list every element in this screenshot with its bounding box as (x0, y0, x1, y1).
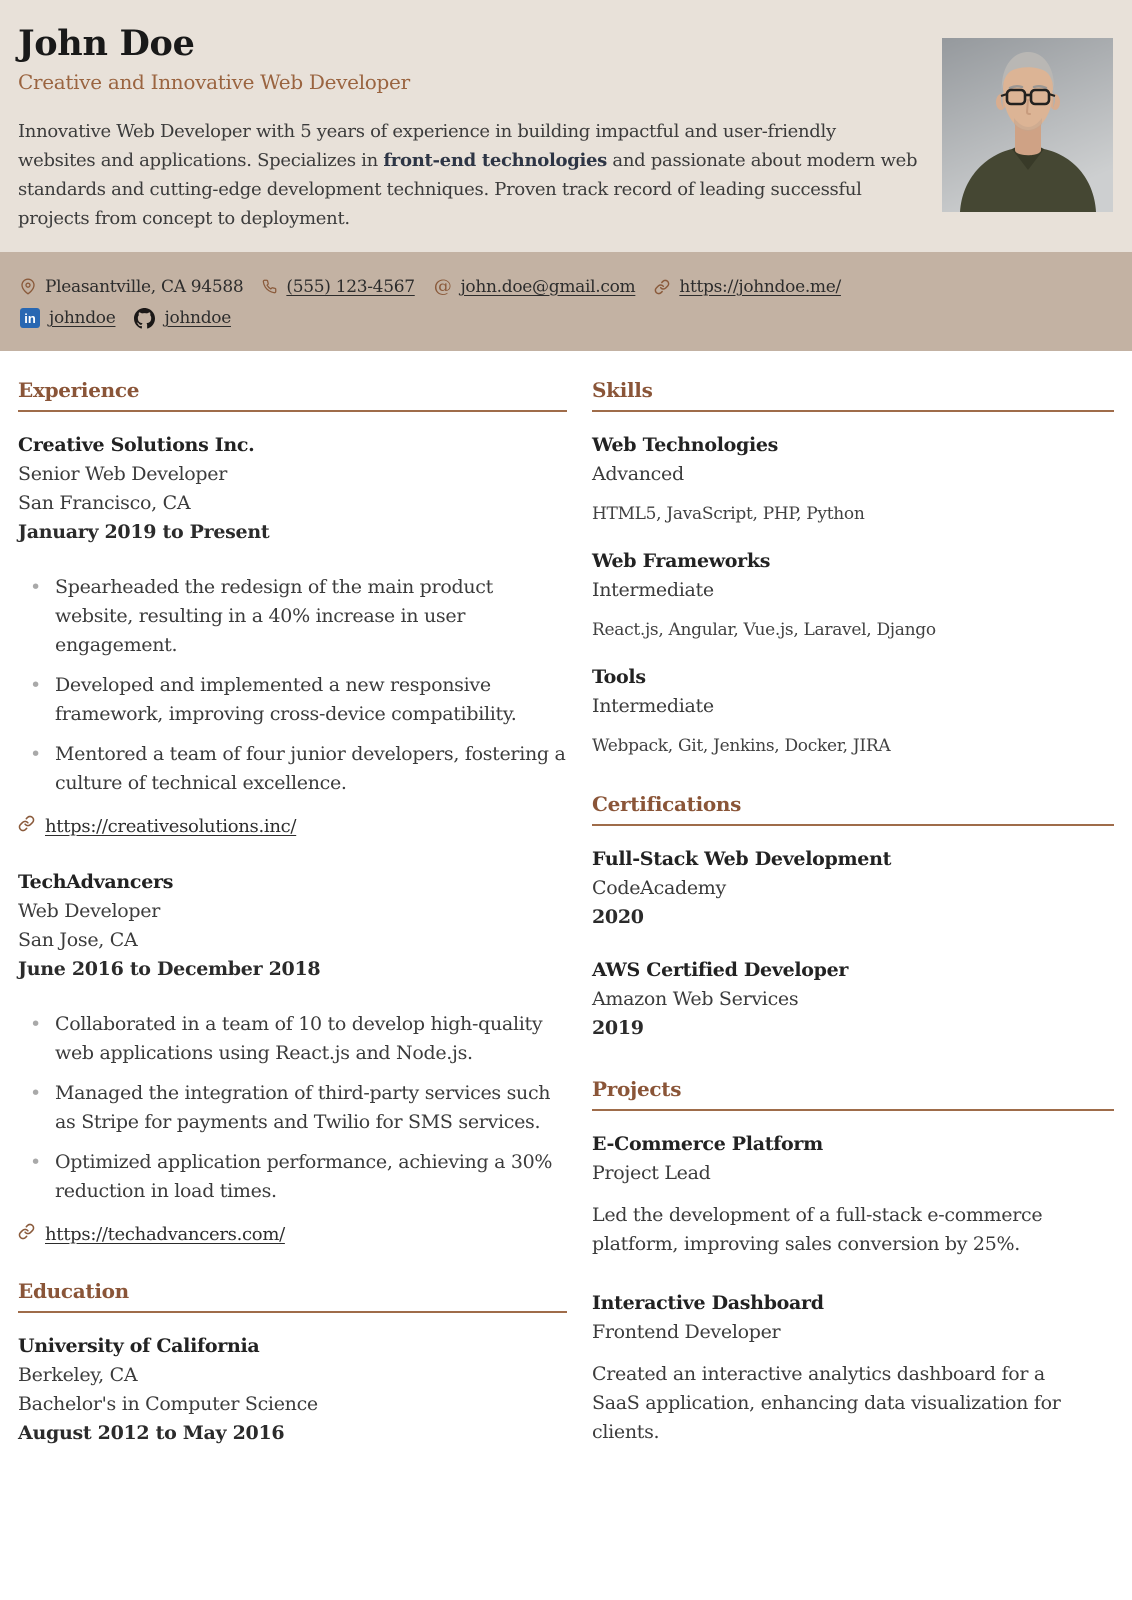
company-name: TechAdvancers (18, 871, 174, 893)
summary-highlight: front-end technologies (383, 150, 608, 171)
contact-location (20, 277, 243, 297)
skill-group (592, 663, 1114, 758)
github-icon (134, 308, 155, 329)
job-highlights (18, 1010, 567, 1206)
certification-issuer: CodeAcademy (592, 877, 726, 899)
project-item (592, 1130, 1114, 1259)
person-headline: Creative and Innovative Web Developer (18, 70, 410, 94)
phone-icon (262, 279, 277, 294)
school-name: University of California (18, 1335, 260, 1357)
skill-keywords: Webpack, Git, Jenkins, Docker, JIRA (592, 736, 891, 756)
email-link[interactable]: john.doe@gmail.com (460, 276, 636, 297)
company-link-row (18, 815, 567, 837)
job-location: San Francisco, CA (18, 492, 191, 514)
skill-keywords: HTML5, JavaScript, PHP, Python (592, 504, 865, 524)
job-highlight: • Spearheaded the redesign of the main product website, resulting in a 40% increase in user engagement. (18, 573, 567, 660)
job-dates: January 2019 to Present (18, 521, 270, 543)
chain-link-icon (18, 1223, 35, 1245)
location-text: Pleasantville, CA 94588 (45, 276, 244, 297)
contact-email (434, 277, 636, 297)
skill-name: Web Technologies (592, 434, 779, 456)
job-highlights (18, 573, 567, 798)
skill-keywords: React.js, Angular, Vue.js, Laravel, Django (592, 620, 936, 640)
projects-heading: Projects (592, 1077, 1114, 1111)
job-highlight: • Mentored a team of four junior developers, fostering a culture of technical excellence. (18, 740, 567, 798)
project-name: E-Commerce Platform (592, 1133, 823, 1155)
summary-text: and passionate about modern web standards and cutting-edge development techniques. Proven track record of leading successful projects from concept to deployment. (18, 150, 918, 229)
at-sign-icon: @ (433, 275, 452, 297)
contact-phone (262, 277, 414, 297)
linkedin-icon: in (20, 308, 40, 328)
skill-name: Web Frameworks (592, 550, 771, 572)
project-description: Created an interactive analytics dashboard for a SaaS application, enhancing data visualization for clients. (592, 1363, 1061, 1443)
job-role: Web Developer (18, 900, 160, 922)
contact-row-1 (20, 277, 1112, 297)
degree: Bachelor's in Computer Science (18, 1393, 318, 1415)
skill-level: Advanced (592, 463, 684, 485)
profile-photo-illustration (942, 38, 1113, 212)
certification-name: AWS Certified Developer (592, 959, 849, 981)
certification-item (592, 956, 1114, 1043)
chain-link-icon (654, 279, 670, 295)
section-projects (592, 1077, 1114, 1447)
company-link[interactable]: https://creativesolutions.inc/ (45, 815, 297, 837)
profile-photo (942, 38, 1113, 212)
contact-website (654, 277, 841, 297)
school-location: Berkeley, CA (18, 1364, 138, 1386)
skill-level: Intermediate (592, 579, 714, 601)
section-education (18, 1279, 567, 1448)
section-skills (592, 378, 1114, 758)
project-role: Frontend Developer (592, 1321, 781, 1343)
summary-text: Innovative Web Developer with 5 years of experience in building impactful and user-friendly websites and applications. Specializes in (18, 121, 836, 171)
right-column (592, 378, 1114, 1481)
skills-heading: Skills (592, 378, 1114, 412)
linkedin-link[interactable]: johndoe (49, 308, 116, 328)
job-highlight: • Collaborated in a team of 10 to develop high-quality web applications using React.js and Node.js. (18, 1010, 567, 1068)
company-link-row (18, 1223, 567, 1245)
website-link[interactable]: https://johndoe.me/ (679, 276, 841, 297)
job-highlight: • Developed and implemented a new responsive framework, improving cross-device compatibility. (18, 671, 567, 729)
experience-heading: Experience (18, 378, 567, 412)
job-highlight: • Managed the integration of third-party services such as Stripe for payments and Twilio for SMS services. (18, 1079, 567, 1137)
contact-linkedin (20, 308, 115, 328)
section-certifications (592, 792, 1114, 1043)
project-name: Interactive Dashboard (592, 1292, 824, 1314)
experience-item (18, 868, 567, 1245)
chain-link-icon (18, 815, 35, 837)
skill-level: Intermediate (592, 695, 714, 717)
company-name: Creative Solutions Inc. (18, 434, 255, 456)
left-column (18, 378, 567, 1482)
education-heading: Education (18, 1279, 567, 1313)
job-dates: June 2016 to December 2018 (18, 958, 321, 980)
github-link[interactable]: johndoe (164, 308, 231, 328)
contact-row-2 (20, 308, 1112, 329)
education-dates: August 2012 to May 2016 (18, 1422, 285, 1444)
profile-summary (18, 117, 918, 233)
certification-issuer: Amazon Web Services (592, 988, 799, 1010)
skill-group (592, 431, 1114, 526)
job-highlight: • Optimized application performance, achieving a 30% reduction in load times. (18, 1148, 567, 1206)
skill-group (592, 547, 1114, 642)
certification-item (592, 845, 1114, 932)
contact-github (134, 308, 230, 329)
certification-year: 2019 (592, 1017, 644, 1039)
company-link[interactable]: https://techadvancers.com/ (45, 1223, 285, 1245)
job-location: San Jose, CA (18, 929, 138, 951)
job-role: Senior Web Developer (18, 463, 228, 485)
map-pin-icon (20, 278, 36, 295)
header (0, 0, 1132, 252)
phone-link[interactable]: (555) 123-4567 (286, 276, 415, 297)
project-item (592, 1289, 1114, 1447)
section-experience (18, 378, 567, 1245)
project-description: Led the development of a full-stack e-commerce platform, improving sales conversion by 25%. (592, 1204, 1043, 1255)
project-role: Project Lead (592, 1162, 711, 1184)
main-content (0, 351, 1132, 1482)
person-name: John Doe (18, 23, 195, 64)
certification-name: Full-Stack Web Development (592, 848, 892, 870)
certifications-heading: Certifications (592, 792, 1114, 826)
certification-year: 2020 (592, 906, 644, 928)
contact-bar (0, 252, 1132, 351)
skill-name: Tools (592, 666, 646, 688)
experience-item (18, 431, 567, 837)
